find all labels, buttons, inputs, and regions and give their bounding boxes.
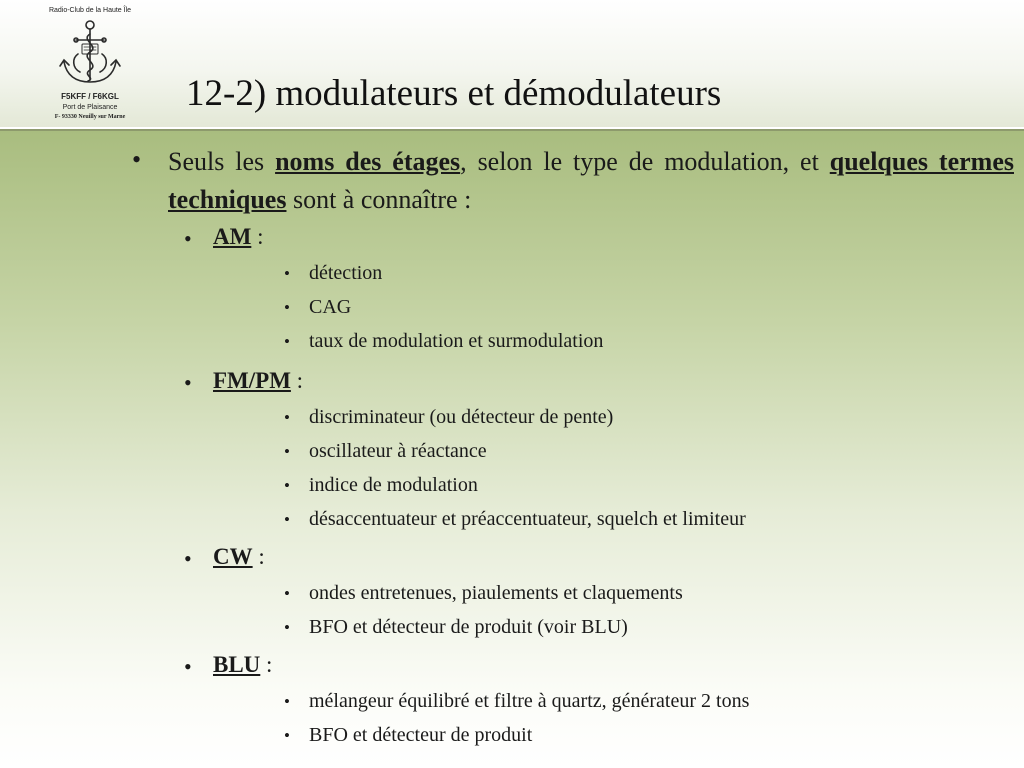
bullet-marker: • <box>284 442 290 461</box>
bullet-marker: • <box>284 298 290 317</box>
section-heading: FM/PM <box>213 368 291 393</box>
intro-text-3: sont à connaître : <box>286 185 472 214</box>
list-item: désaccentuateur et préaccentuateur, squelch et limiteur <box>309 508 746 530</box>
slide-title: 12-2) modulateurs et démodulateurs <box>186 73 722 114</box>
logo-port: Port de Plaisance <box>62 104 118 111</box>
bullet-marker: • <box>284 584 290 603</box>
anchor-icon <box>58 18 122 90</box>
intro-text-2: , selon le type de modulation, et <box>460 147 830 176</box>
bullet-marker: • <box>284 332 290 351</box>
list-item: BFO et détecteur de produit <box>309 724 533 746</box>
list-item: détection <box>309 262 383 284</box>
logo-address: F- 93330 Neuilly sur Marne <box>54 114 126 120</box>
bullet-marker: • <box>184 546 192 571</box>
list-item: taux de modulation et surmodulation <box>309 330 604 352</box>
bullet-marker: • <box>284 264 290 283</box>
intro-emphasis-terms: quelques termes techniques <box>168 147 1014 214</box>
intro-emphasis-stages: noms des étages <box>275 147 461 176</box>
bullet-marker: • <box>284 692 290 711</box>
bullet-marker: • <box>284 726 290 745</box>
section-cw <box>213 544 265 570</box>
content-background <box>0 131 1024 768</box>
list-item: CAG <box>309 296 352 318</box>
section-blu <box>213 652 272 678</box>
bullet-marker: • <box>184 226 192 251</box>
section-heading: CW <box>213 544 253 569</box>
list-item: indice de modulation <box>309 474 478 496</box>
bullet-marker: • <box>284 510 290 529</box>
bullet-marker: • <box>284 408 290 427</box>
section-fm-pm <box>213 368 303 394</box>
section-suffix: : <box>290 368 304 393</box>
bullet-marker: • <box>132 145 142 174</box>
bullet-marker: • <box>184 654 192 679</box>
bullet-marker: • <box>284 476 290 495</box>
list-item: ondes entretenues, piaulements et claquements <box>309 582 683 604</box>
logo-club-name: Radio-Club de la Haute Île <box>48 7 132 14</box>
intro-text-1: Seuls les <box>168 147 276 176</box>
section-suffix: : <box>251 224 264 249</box>
list-item: BFO et détecteur de produit (voir BLU) <box>309 616 628 638</box>
list-item: mélangeur équilibré et filtre à quartz, générateur 2 tons <box>309 690 750 712</box>
intro-bullet <box>168 143 1014 219</box>
logo-callsigns: F5KFF / F6KGL <box>61 92 119 101</box>
section-suffix: : <box>252 544 265 569</box>
bullet-marker: • <box>184 370 192 395</box>
club-logo <box>40 4 150 122</box>
section-am <box>213 224 263 250</box>
section-heading: AM <box>213 224 252 249</box>
list-item: oscillateur à réactance <box>309 440 487 462</box>
section-heading: BLU <box>213 652 261 677</box>
list-item: discriminateur (ou détecteur de pente) <box>309 406 614 428</box>
bullet-marker: • <box>284 618 290 637</box>
section-suffix: : <box>260 652 273 677</box>
